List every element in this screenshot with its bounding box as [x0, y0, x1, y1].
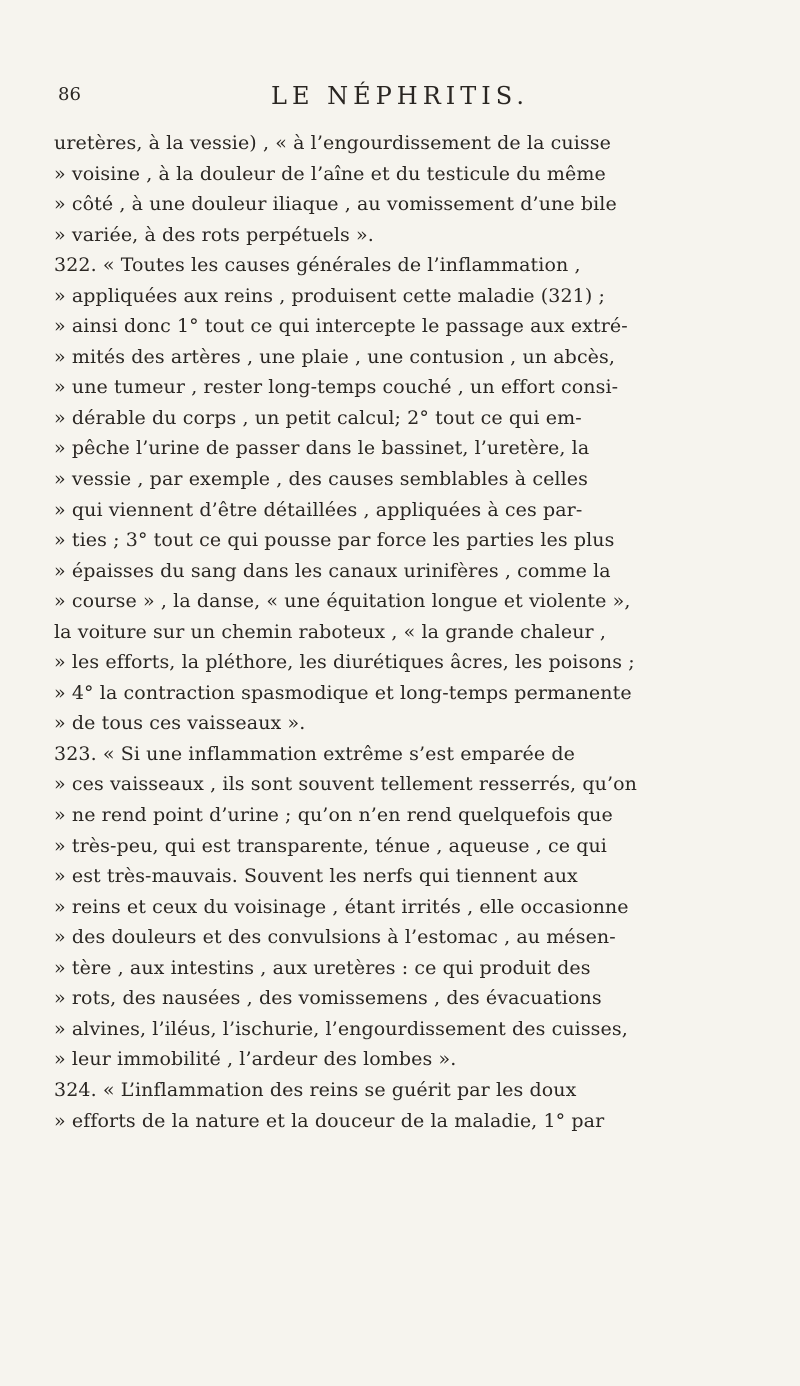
text-line: » leur immobilité , l’ardeur des lombes ». — [54, 1048, 457, 1071]
text-line: uretères, à la vessie) , « à l’engourdissement de la cuisse — [54, 132, 611, 154]
text-line: » dérable du corps , un petit calcul; 2° tout ce qui em- — [54, 406, 582, 429]
text-line: » ne rend point d’urine ; qu’on n’en rend quelquefois que — [54, 804, 613, 827]
text-line: » épaisses du sang dans les canaux urinifères , comme la — [54, 559, 611, 582]
text-line: » pêche l’urine de passer dans le bassinet, l’uretère, la — [54, 437, 590, 460]
page-header — [0, 82, 800, 118]
body-text — [54, 128, 754, 1136]
text-line: » efforts de la nature et la douceur de la maladie, 1° par — [54, 1109, 605, 1132]
text-line: » voisine , à la douleur de l’aîne et du testicule du même — [54, 162, 606, 185]
text-line: 322. « Toutes les causes générales de l’inflammation , — [54, 254, 581, 277]
text-line: » variée, à des rots perpétuels ». — [54, 223, 374, 246]
text-line: » reins et ceux du voisinage , étant irrités , elle occasionne — [54, 895, 629, 918]
text-line: » appliquées aux reins , produisent cette maladie (321) ; — [54, 284, 605, 307]
text-line: » une tumeur , rester long-temps couché , un effort consi- — [54, 376, 619, 399]
text-line: » qui viennent d’être détaillées , appliquées à ces par- — [54, 498, 583, 521]
text-line: » ces vaisseaux , ils sont souvent tellement resserrés, qu’on — [54, 773, 637, 796]
text-line: 323. « Si une inflammation extrême s’est emparée de — [54, 742, 575, 765]
text-line: » ainsi donc 1° tout ce qui intercepte le passage aux extré- — [54, 315, 628, 338]
text-line: » très-peu, qui est transparente, ténue , aqueuse , ce qui — [54, 834, 607, 857]
text-line: » des douleurs et des convulsions à l’estomac , au mésen- — [54, 926, 616, 949]
text-line: » course » , la danse, « une équitation longue et violente », — [54, 590, 631, 613]
text-line: » tère , aux intestins , aux uretères : ce qui produit des — [54, 956, 591, 979]
text-line: » ties ; 3° tout ce qui pousse par force les parties les plus — [54, 529, 615, 552]
text-line: la voiture sur un chemin raboteux , « la grande chaleur , — [54, 620, 606, 643]
text-line: » côté , à une douleur iliaque , au vomissement d’une bile — [54, 193, 617, 216]
text-line: » rots, des nausées , des vomissemens , des évacuations — [54, 987, 602, 1010]
text-line: » 4° la contraction spasmodique et long-temps permanente — [54, 681, 632, 704]
text-line: » les efforts, la pléthore, les diurétiques âcres, les poisons ; — [54, 651, 635, 674]
page-number: 86 — [58, 84, 81, 105]
text-line: » de tous ces vaisseaux ». — [54, 712, 306, 735]
running-title: LE NÉPHRITIS. — [271, 82, 529, 110]
text-line: » alvines, l’iléus, l’ischurie, l’engourdissement des cuisses, — [54, 1017, 628, 1040]
text-line: » vessie , par exemple , des causes semblables à celles — [54, 468, 588, 491]
text-line: » mités des artères , une plaie , une contusion , un abcès, — [54, 345, 616, 368]
text-line: » est très-mauvais. Souvent les nerfs qui tiennent aux — [54, 865, 578, 888]
text-line: 324. « L’inflammation des reins se guérit par les doux — [54, 1078, 577, 1101]
